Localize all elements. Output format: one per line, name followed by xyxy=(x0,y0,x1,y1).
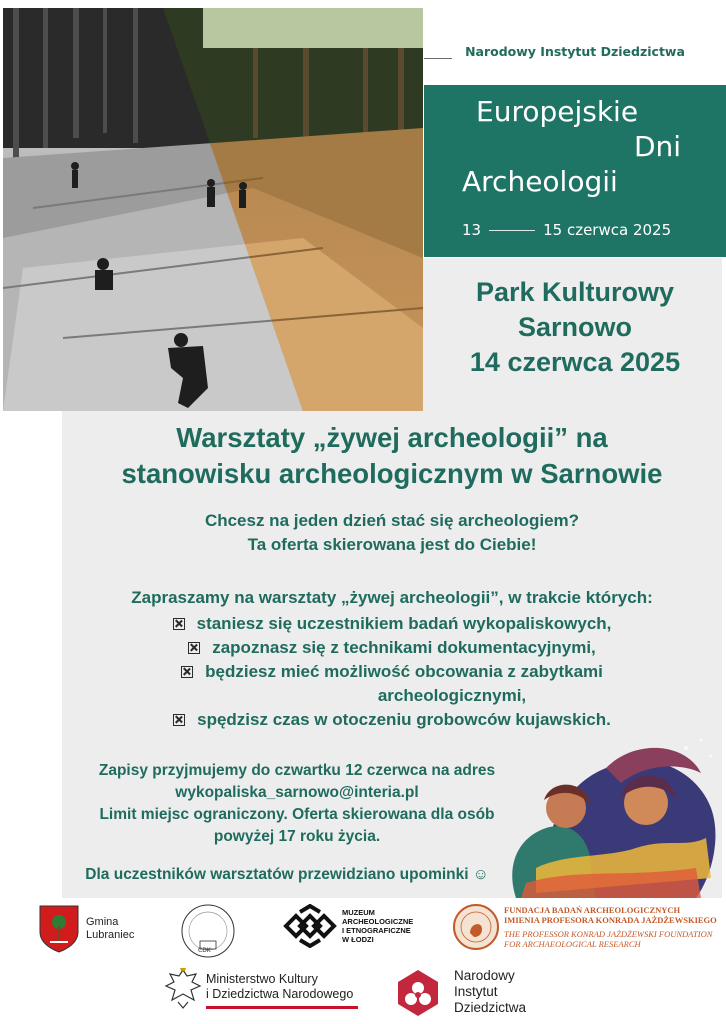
list-item: zapoznasz się z technikami dokumentacyjnymi, xyxy=(62,636,722,660)
event-title-line-2: Dni xyxy=(634,130,682,163)
subhead-line-1: Chcesz na jeden dzień stać się archeologiem? xyxy=(204,511,580,530)
event-dates xyxy=(462,221,671,239)
checkbox-icon xyxy=(188,642,200,654)
signup-line-3: Limit miejsc ograniczony. Oferta skierowana dla osób xyxy=(99,806,495,823)
checkbox-icon xyxy=(173,714,185,726)
venue-line-2: Sarnowo xyxy=(517,312,632,342)
gmina-lubraniec-logo xyxy=(38,904,148,954)
gifts-note: Dla uczestników warsztatów przewidziano upominki ☺ xyxy=(85,866,489,883)
signup-info xyxy=(62,760,532,848)
invite-intro: Zapraszamy na warsztaty „żywej archeologii”, w trakcie których: xyxy=(131,588,653,607)
workshop-subheadline xyxy=(62,509,722,557)
foundation-medallion-icon xyxy=(452,903,500,951)
invite-bullet-list xyxy=(62,612,722,732)
header-org-name: Narodowy Instytut Dziedzictwa xyxy=(465,44,685,59)
workshop-headline xyxy=(62,420,722,492)
event-date-dash xyxy=(489,230,535,231)
muzeum-name: MUZEUM ARCHEOLOGICZNE I ETNOGRAFICZNE W ŁODZI xyxy=(342,908,414,944)
list-item: staniesz się uczestnikiem badań wykopaliskowych, xyxy=(62,612,722,636)
cdk-logo xyxy=(180,903,236,959)
event-title-box xyxy=(424,85,726,257)
ministry-red-bar xyxy=(206,1006,358,1009)
knot-pattern-icon xyxy=(282,904,338,948)
headline-line-1: Warsztaty „żywej archeologii” na xyxy=(176,422,608,453)
cdk-caption: CDK xyxy=(198,947,211,954)
excavation-photo xyxy=(3,8,423,411)
ministry-name: Ministerstwo Kultury i Dziedzictwa Narodowego xyxy=(206,972,354,1001)
list-item-continuation: archeologicznymi, xyxy=(377,686,527,705)
ministerstwo-kultury-logo xyxy=(164,966,364,1016)
nid-logo xyxy=(392,966,552,1020)
venue-date: 14 czerwca 2025 xyxy=(469,347,681,377)
foundation-name-pl: FUNDACJA BADAŃ ARCHEOLOGICZNYCH IMIENIA PROFESORA KONRADA JAŻDŻEWSKIEGO xyxy=(504,905,717,925)
nid-trefoil-icon xyxy=(392,966,444,1018)
foundation-name-en: THE PROFESSOR KONRAD JAŻDŻEWSKI FOUNDATION FOR ARCHAEOLOGICAL RESEARCH xyxy=(504,929,713,949)
venue-block xyxy=(428,275,722,380)
list-item: spędzisz czas w otoczeniu grobowców kujawskich. xyxy=(62,708,722,732)
subhead-line-2: Ta oferta skierowana jest do Ciebie! xyxy=(247,535,537,554)
decorative-illustration xyxy=(496,728,722,898)
checkbox-icon xyxy=(173,618,185,630)
signup-line-1: Zapisy przyjmujemy do czwartku 12 czerwca na adres xyxy=(98,762,496,779)
event-title-line-3: Archeologii xyxy=(462,165,618,198)
venue-line-1: Park Kulturowy xyxy=(475,277,675,307)
signup-email: wykopaliska_sarnowo@interia.pl xyxy=(175,784,419,801)
eagle-emblem-icon xyxy=(164,966,202,1010)
headline-line-2: stanowisku archeologicznym w Sarnowie xyxy=(121,458,663,489)
signup-line-4: powyżej 17 roku życia. xyxy=(213,828,381,845)
gmina-name: Gmina Lubraniec xyxy=(86,916,135,941)
muzeum-lodz-logo xyxy=(282,904,432,950)
coat-of-arms-icon xyxy=(38,904,80,954)
event-date-end: 15 czerwca 2025 xyxy=(543,221,672,239)
fundacja-jazdzewski-logo xyxy=(452,903,724,955)
event-date-start: 13 xyxy=(462,221,482,239)
checkbox-icon xyxy=(181,666,193,678)
nid-name: Narodowy Instytut Dziedzictwa xyxy=(454,968,527,1015)
event-title-line-1: Europejskie xyxy=(476,95,639,128)
header-divider xyxy=(424,58,452,59)
list-item: będziesz mieć możliwość obcowania z zabytkami xyxy=(62,660,722,684)
